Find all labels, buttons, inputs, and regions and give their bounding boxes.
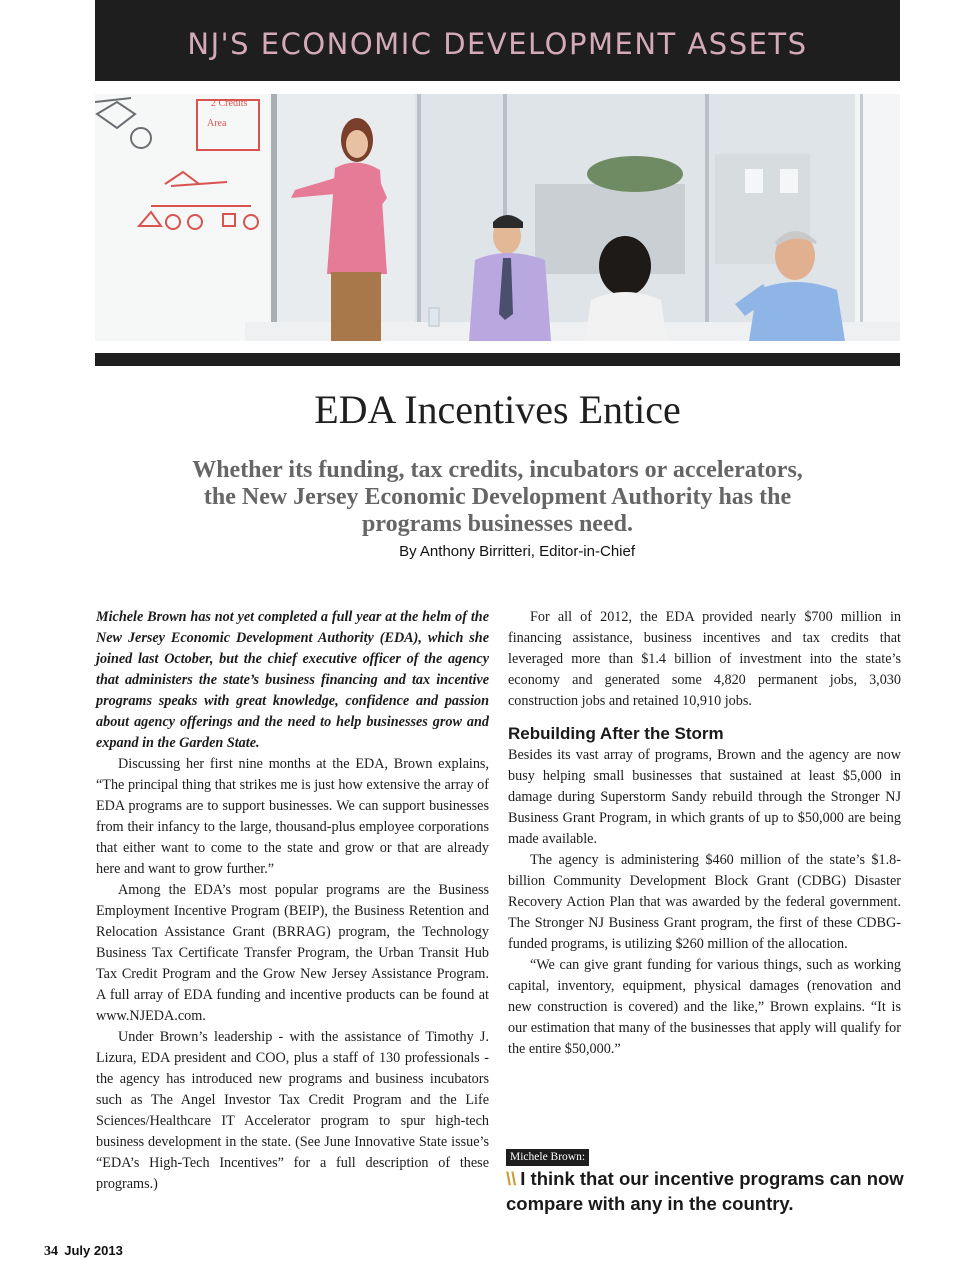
body-paragraph: The agency is administering $460 million of the state’s $1.8-billion Community Development Block Grant (CDBG) Disaster Recovery Action Plan that was awarded by the federal government. The Stronger NJ Business Grant program, the first of these CDBG-funded programs, is utilizing $260 million of the allocation. xyxy=(508,852,901,952)
whiteboard-note-1: 2 Credits xyxy=(211,98,248,109)
hero-divider xyxy=(95,353,900,366)
article-byline: By Anthony Birritteri, Editor-in-Chief xyxy=(399,543,635,560)
section-banner: NJ'S ECONOMIC DEVELOPMENT ASSETS xyxy=(95,0,900,81)
page-folio xyxy=(44,1243,123,1260)
hero-photo xyxy=(95,94,900,341)
left-column xyxy=(96,607,489,1195)
page-number: 34 xyxy=(44,1244,58,1259)
pull-quote-text: I think that our incentive programs can now compare with any in the country. xyxy=(506,1168,904,1214)
body-paragraph: Besides its vast array of programs, Brown and the agency are now busy helping small businesses that sustained at least $5,000 in damage during Superstorm Sandy rebuild through the Stronger NJ Business Grant Program, in which grants of up to $50,000 are being made available. xyxy=(508,747,901,847)
right-column xyxy=(508,607,901,1060)
lede-paragraph: Michele Brown has not yet completed a full year at the helm of the New Jersey Economic Development Authority (EDA), which she joined last October, but the chief executive officer of the agency that administers the state’s business financing and tax incentive programs speaks with great knowledge, confidence and passion about agency offerings and the need to help businesses grow and expand in the Garden State. xyxy=(96,609,489,751)
article-deck: Whether its funding, tax credits, incubators or accelerators, the New Jersey Economic Development Authority has the programs businesses need. xyxy=(192,457,803,537)
pull-quote xyxy=(506,1166,906,1216)
body-paragraph: Under Brown’s leadership - with the assistance of Timothy J. Lizura, EDA president and COO, plus a staff of 130 professionals - the agency has introduced new programs and business incubators such as The Angel Investor Tax Credit Program and the Life Sciences/Healthcare IT Accelerator program to spur high-tech business development in the state. (See June Innovative State issue’s “EDA’s High-Tech Incentives” for a full description of these programs.) xyxy=(96,1029,489,1192)
body-paragraph: “We can give grant funding for various things, such as working capital, inventory, equipment, physical damages (renovation and new construction is covered) and the like,” Brown explains. “It is our estimation that many of the businesses that apply will qualify for the entire $50,000.” xyxy=(508,957,901,1057)
body-paragraph: For all of 2012, the EDA provided nearly $700 million in financing assistance, business incentives and tax credits that leveraged more than $1.4 billion of investment into the state’s economy and generated some 4,820 permanent jobs, 3,030 construction jobs and retained 10,910 jobs. xyxy=(508,609,901,709)
body-paragraph: Discussing her first nine months at the EDA, Brown explains, “The principal thing that strikes me is just how extensive the array of EDA programs are to support businesses. We can support businesses from their infancy to the large, thousand-plus employee corporations that either want to come to the state and grow or that are already here and want to grow further.” xyxy=(96,756,489,877)
section-subhead: Rebuilding After the Storm xyxy=(508,724,724,743)
meeting-photo-illustration xyxy=(95,94,900,341)
article-headline: EDA Incentives Entice xyxy=(314,387,681,432)
whiteboard-note-2: Area xyxy=(207,118,227,129)
pull-quote-speaker: Michele Brown: xyxy=(506,1149,589,1166)
quote-mark-icon: \\ xyxy=(506,1168,517,1189)
body-paragraph: Among the EDA’s most popular programs are the Business Employment Incentive Program (BEIP), the Business Retention and Relocation Assistance Grant (BRRAG) program, the Technology Business Tax Certificate Transfer Program, the Urban Transit Hub Tax Credit Program and the Grow New Jersey Assistance Program. A full array of EDA funding and incentive products can be found at www.NJEDA.com. xyxy=(96,882,489,1024)
issue-date: July 2013 xyxy=(64,1243,123,1258)
